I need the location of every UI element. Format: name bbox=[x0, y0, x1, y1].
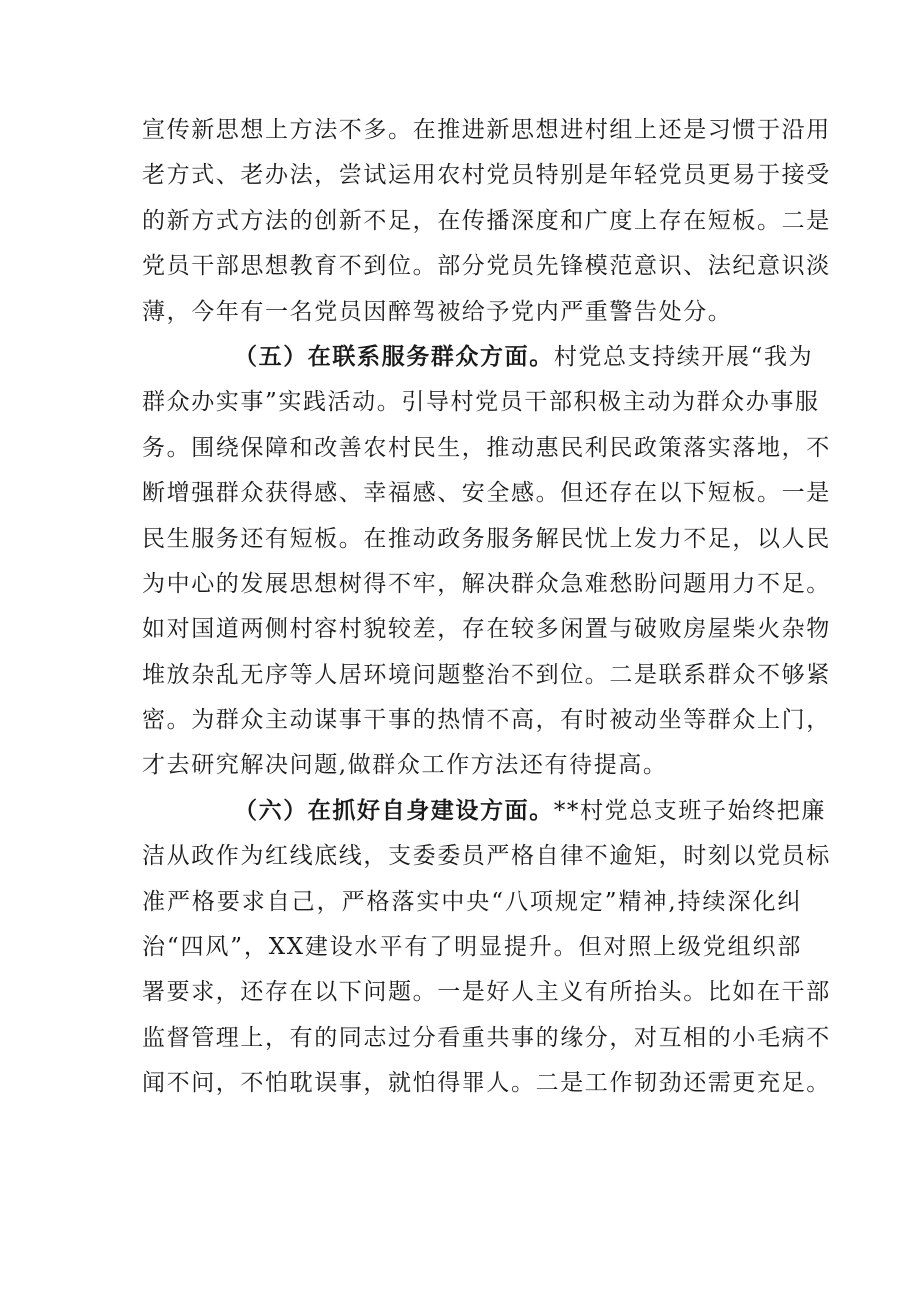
text-line: 为中心的发展思想树得不牢，解决群众急难愁盼问题用力不足。 bbox=[142, 570, 831, 597]
text-line: 断增强群众获得感、幸福感、安全感。但还存在以下短板。一是 bbox=[142, 480, 831, 507]
section-five-first-line bbox=[142, 335, 814, 380]
text-line: 密。为群众主动谋事干事的热情不高，有时被动坐等群众上门， bbox=[142, 707, 831, 734]
text-line: 闻不问，不怕耽误事，就怕得罪人。二是工作韧劲还需更充足。 bbox=[142, 1070, 831, 1097]
text-line: 堆放杂乱无序等人居环境问题整治不到位。二是联系群众不够紧 bbox=[142, 661, 831, 688]
text-line: 署要求，还存在以下问题。一是好人主义有所抬头。比如在干部 bbox=[142, 979, 831, 1006]
section-six-first-line bbox=[142, 789, 827, 834]
text-line: 党员干部思想教育不到位。部分党员先锋模范意识、法纪意识淡 bbox=[142, 253, 831, 280]
text-line: 准严格要求自己，严格落实中央“八项规定”精神,持续深化纠 bbox=[142, 888, 802, 915]
text-line: 才去研究解决问题,做群众工作方法还有待提高。 bbox=[142, 752, 668, 779]
text-line: 群众办实事”实践活动。引导村党员干部积极主动为群众办事服 bbox=[142, 389, 820, 416]
section-six-first-text: **村党总支班子始终把廉 bbox=[553, 797, 827, 824]
text-line: 宣传新思想上方法不多。在推进新思想进村组上还是习惯于沿用 bbox=[142, 117, 831, 143]
text-line: 如对国道两侧村容村貌较差，存在较多闲置与破败房屋柴火杂物 bbox=[142, 616, 831, 643]
document-body bbox=[142, 108, 831, 1107]
section-five-heading: （五）在联系服务群众方面。 bbox=[234, 343, 554, 370]
text-line: 治“四风”，XX建设水平有了明显提升。但对照上级党组织部 bbox=[142, 934, 802, 961]
text-line: 洁从政作为红线底线，支委委员严格自律不逾矩，时刻以党员标 bbox=[142, 843, 831, 870]
text-line: 的新方式方法的创新不足，在传播深度和广度上存在短板。二是 bbox=[142, 207, 831, 234]
section-six-heading: （六）在抓好自身建设方面。 bbox=[234, 797, 554, 824]
text-line: 务。围绕保障和改善农村民生，推动惠民利民政策落实落地，不 bbox=[142, 434, 831, 461]
text-line: 监督管理上，有的同志过分看重共事的缘分，对互相的小毛病不 bbox=[142, 1024, 831, 1051]
text-line: 薄，今年有一名党员因醉驾被给予党内严重警告处分。 bbox=[142, 298, 733, 325]
text-line: 老方式、老办法，尝试运用农村党员特别是年轻党员更易于接受 bbox=[142, 162, 831, 189]
text-line: 民生服务还有短板。在推动政务服务解民忧上发力不足，以人民 bbox=[142, 525, 831, 552]
section-five-first-text: 村党总支持续开展“我为 bbox=[553, 343, 814, 370]
